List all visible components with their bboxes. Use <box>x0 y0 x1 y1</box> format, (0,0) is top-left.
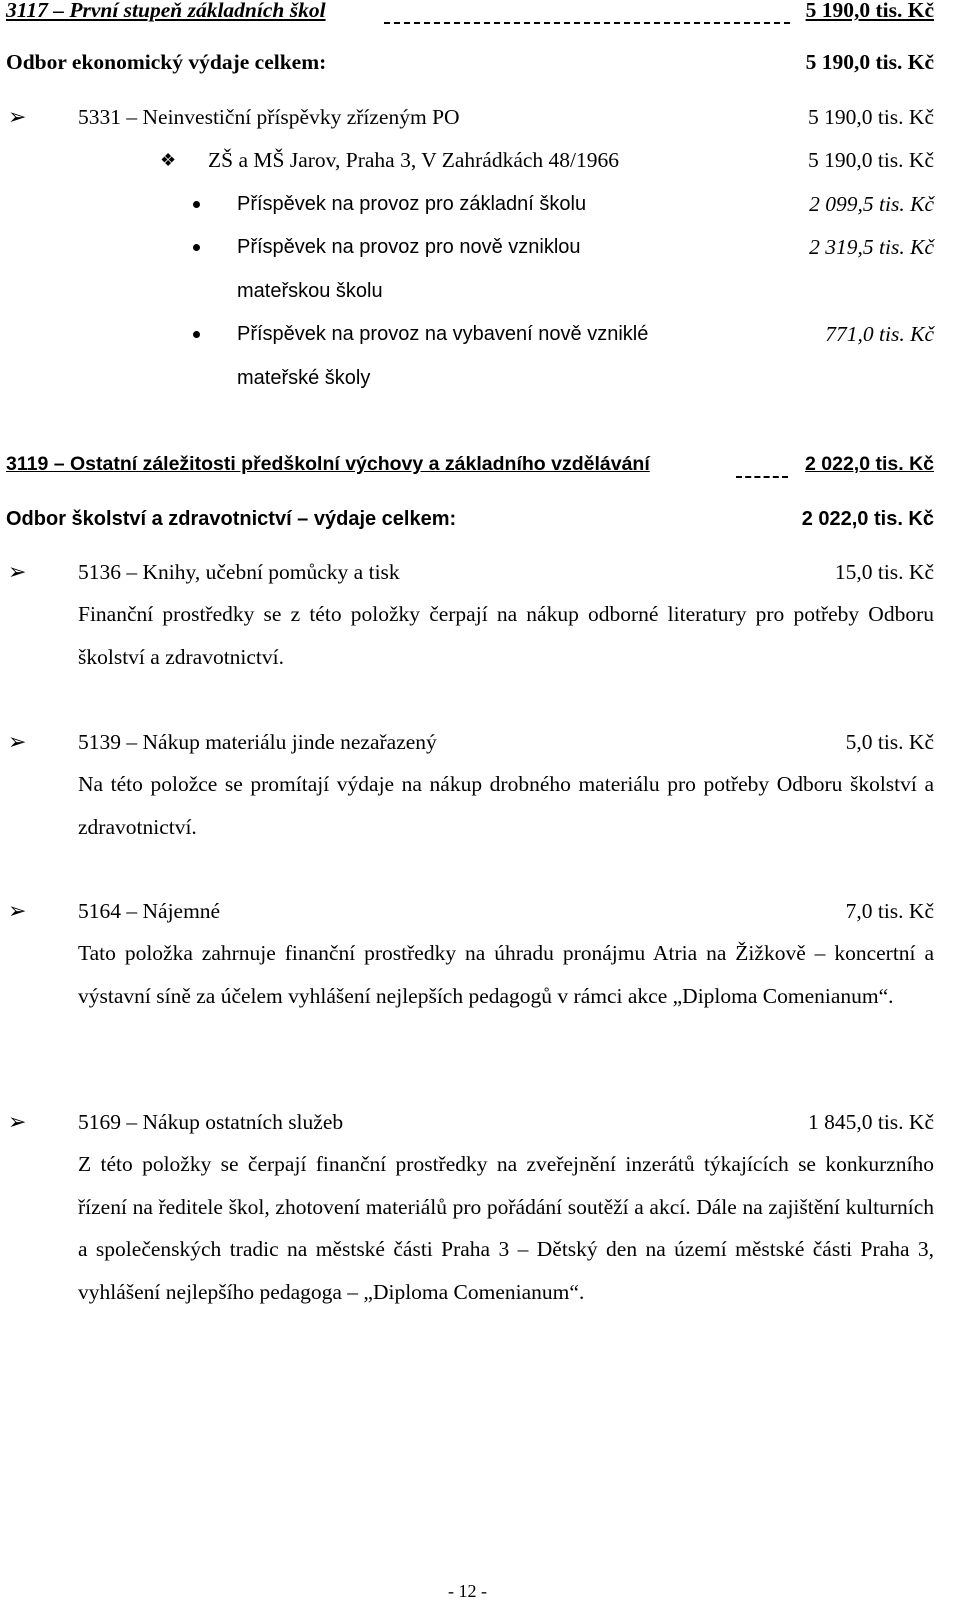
diamond-bullet-icon: ❖ <box>160 150 177 170</box>
item-5136-description: Finanční prostředky se z této položky čerpají na nákup odborné literatury pro potřeby Odboru školství a zdravotnictví. <box>78 602 934 669</box>
item-5164-description: Tato položka zahrnuje finanční prostředky na úhradu pronájmu Atria na Žižkově – koncertní a výstavní síně za účelem vyhlášení nejlepších pedagogů v rámci akce „Diploma Comenianum“. <box>78 941 934 1008</box>
item-5164-label: 5164 – Nájemné <box>78 899 221 923</box>
item-5169-amount: 1 845,0 tis. Kč <box>807 1110 934 1134</box>
contribution-3-label: Příspěvek na provoz na vybavení nově vzniklé <box>237 323 649 345</box>
section-3117-heading: 3117 – První stupeň základních škol <box>6 0 326 22</box>
heading-leader <box>384 22 790 24</box>
bullet-dot-icon <box>193 331 200 338</box>
contribution-3-label-cont: mateřské školy <box>237 367 371 389</box>
item-5139-label: 5139 – Nákup materiálu jinde nezařazený <box>78 730 437 754</box>
item-5136-amount: 15,0 tis. Kč <box>834 560 934 584</box>
contribution-2-label-cont: mateřskou školu <box>237 280 383 302</box>
dept-amount: 5 190,0 tis. Kč <box>805 50 934 74</box>
dept-amount: 2 022,0 tis. Kč <box>801 508 934 530</box>
item-5164-amount: 7,0 tis. Kč <box>845 899 934 923</box>
contribution-2-label: Příspěvek na provoz pro nově vzniklou <box>237 236 581 258</box>
contribution-3-amount: 771,0 tis. Kč <box>825 322 934 346</box>
arrow-bullet-icon: ➢ <box>8 559 27 584</box>
school-amount: 5 190,0 tis. Kč <box>807 148 934 172</box>
item-5139-description: Na této položce se promítají výdaje na nákup drobného materiálu pro potřeby Odboru školství a zdravotnictví. <box>78 772 934 839</box>
item-5331-label: 5331 – Neinvestiční příspěvky zřízeným PO <box>78 105 460 129</box>
item-5169-label: 5169 – Nákup ostatních služeb <box>78 1110 344 1134</box>
dept-label: Odbor ekonomický výdaje celkem: <box>6 50 327 74</box>
contribution-2-amount: 2 319,5 tis. Kč <box>809 235 934 259</box>
arrow-bullet-icon: ➢ <box>8 1109 27 1134</box>
section-3117-heading-amount: 5 190,0 tis. Kč <box>805 0 934 22</box>
bullet-dot-icon <box>193 244 200 251</box>
item-5136-label: 5136 – Knihy, učební pomůcky a tisk <box>78 560 400 584</box>
arrow-bullet-icon: ➢ <box>8 729 27 754</box>
school-label: ZŠ a MŠ Jarov, Praha 3, V Zahrádkách 48/1966 <box>208 148 620 172</box>
section-3119-heading: 3119 – Ostatní záležitosti předškolní výchovy a základního vzdělávání <box>6 453 650 475</box>
arrow-bullet-icon: ➢ <box>8 104 27 129</box>
dept-label: Odbor školství a zdravotnictví – výdaje celkem: <box>6 508 457 530</box>
item-5331-amount: 5 190,0 tis. Kč <box>807 105 934 129</box>
arrow-bullet-icon: ➢ <box>8 898 27 923</box>
bullet-dot-icon <box>193 201 200 208</box>
heading-leader <box>736 476 788 478</box>
page-number: - 12 - <box>448 1581 487 1601</box>
item-5169-description: Z této položky se čerpají finanční prostředky na zveřejnění inzerátů týkajících se konkurzního řízení na ředitele škol, zhotovení materiálů pro pořádání soutěží a akcí. Dále na zajištění kulturních a společenských tradic na městské části Praha 3 – Dětský den na území městské části Praha 3, vyhlášení nejlepšího pedagoga – „Diploma Comenianum“. <box>78 1152 934 1304</box>
contribution-1-label: Příspěvek na provoz pro základní školu <box>237 193 587 215</box>
contribution-1-amount: 2 099,5 tis. Kč <box>809 192 934 216</box>
section-3119-heading-amount: 2 022,0 tis. Kč <box>805 453 934 475</box>
item-5139-amount: 5,0 tis. Kč <box>845 730 934 754</box>
